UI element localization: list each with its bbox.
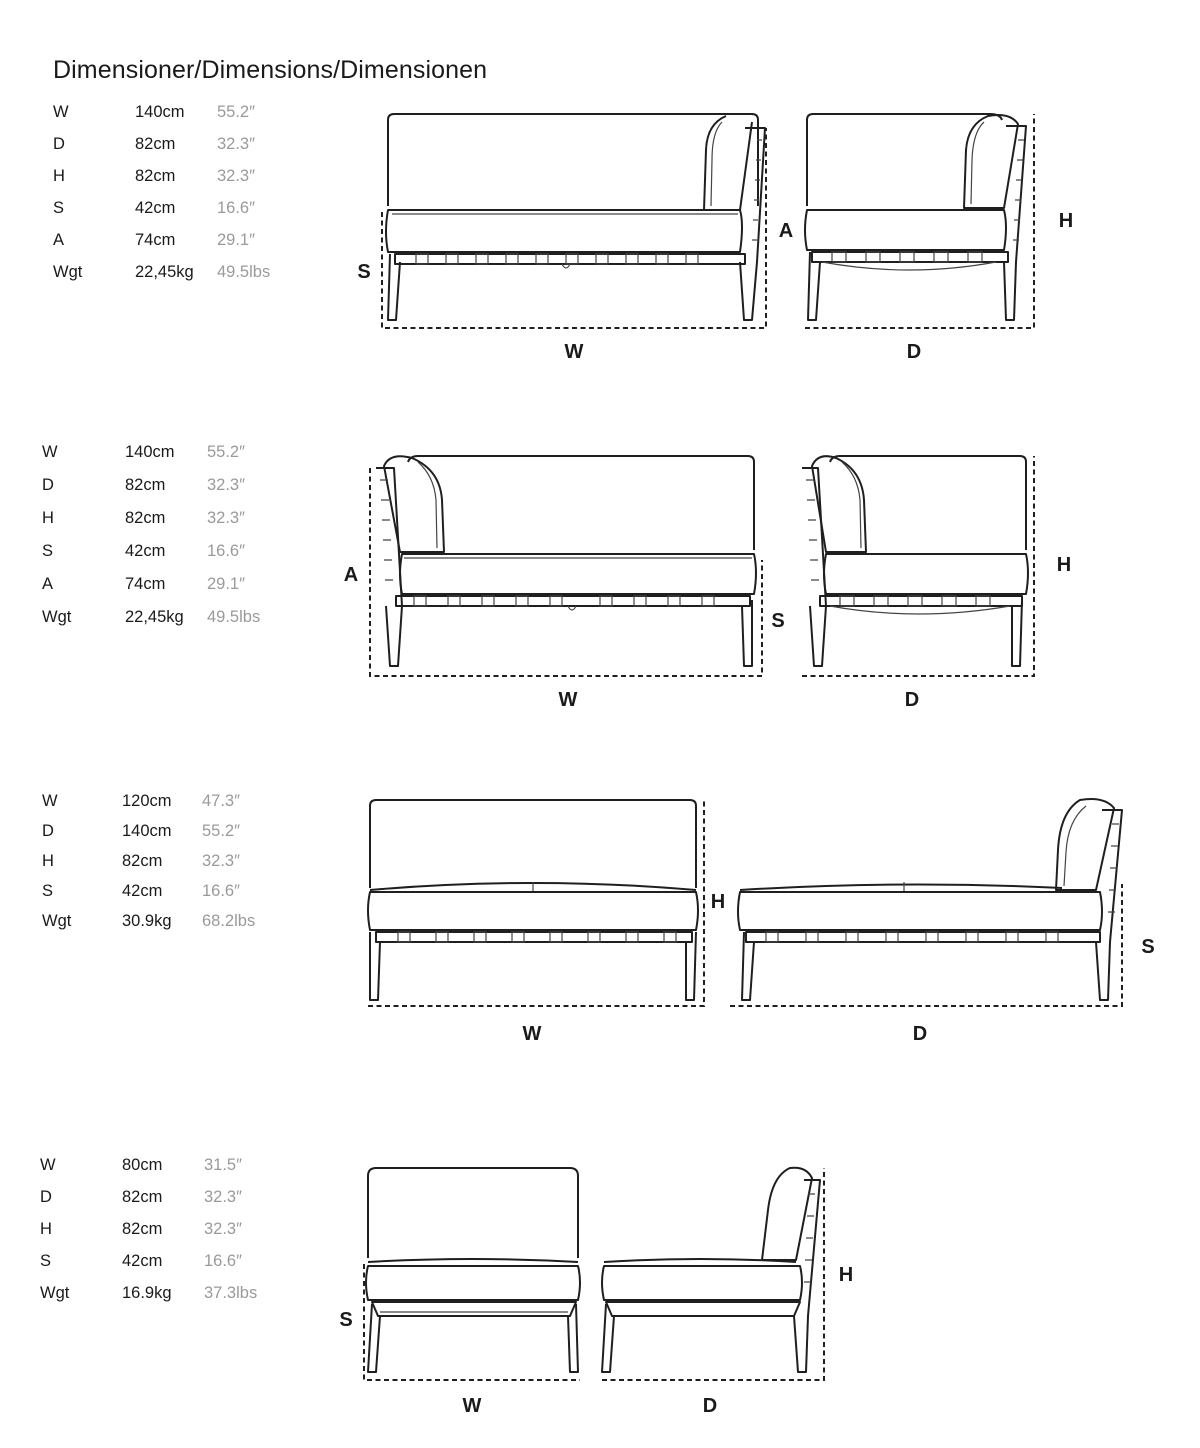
spec-value-cm: 22,45kg: [125, 608, 184, 626]
spec-value-cm: 74cm: [135, 231, 176, 249]
spec-value-cm: 82cm: [122, 1188, 163, 1206]
spec-value-inch: 32.3″: [204, 1188, 242, 1206]
spec-key: S: [42, 882, 54, 900]
spec-value-cm: 82cm: [122, 852, 163, 870]
dimension-label-height: H: [838, 1264, 854, 1286]
spec-value-inch: 31.5″: [204, 1156, 242, 1174]
dimension-label-depth: D: [702, 1395, 718, 1417]
spec-key: Wgt: [42, 608, 72, 626]
spec-key: D: [40, 1188, 52, 1206]
spec-value-inch: 37.3lbs: [204, 1284, 258, 1302]
dimension-label-arm: A: [343, 564, 359, 586]
spec-value-inch: 55.2″: [217, 103, 255, 121]
front-view-middle-module: [366, 1168, 580, 1372]
spec-value-inch: 32.3″: [207, 509, 245, 527]
dimension-label-height: H: [1056, 554, 1072, 576]
spec-value-cm: 22,45kg: [135, 263, 194, 281]
spec-value-inch: 49.5lbs: [207, 608, 261, 626]
front-view-chaise-module: [368, 800, 698, 1000]
spec-key: H: [53, 167, 65, 185]
dimension-label-width: W: [462, 1395, 482, 1417]
spec-value-cm: 16.9kg: [122, 1284, 172, 1302]
dimension-lines-section-4: [364, 1168, 824, 1380]
dimension-label-seat: S: [339, 1309, 353, 1331]
dimension-label-depth: D: [912, 1023, 928, 1045]
dimension-lines-section-3: [368, 800, 1122, 1006]
spec-value-inch: 49.5lbs: [217, 263, 271, 281]
spec-value-inch: 32.3″: [217, 135, 255, 153]
spec-value-cm: 30.9kg: [122, 912, 172, 930]
spec-key: S: [42, 542, 54, 560]
spec-value-cm: 82cm: [122, 1220, 163, 1238]
spec-value-cm: 42cm: [122, 1252, 163, 1270]
dimension-label-seat: S: [1141, 936, 1155, 958]
dimension-label-width: W: [522, 1023, 542, 1045]
dimension-label-seat: S: [357, 261, 371, 283]
dimension-label-arm: A: [778, 220, 794, 242]
spec-key: W: [53, 103, 69, 121]
spec-value-cm: 82cm: [135, 135, 176, 153]
spec-value-inch: 29.1″: [207, 575, 245, 593]
side-view-middle-module: [602, 1168, 820, 1372]
spec-value-inch: 32.3″: [217, 167, 255, 185]
spec-key: A: [53, 231, 65, 249]
spec-value-inch: 68.2lbs: [202, 912, 256, 930]
spec-key: S: [40, 1252, 52, 1270]
dimension-label-depth: D: [906, 341, 922, 363]
side-view-chaise-module: [738, 799, 1122, 1000]
spec-value-cm: 74cm: [125, 575, 166, 593]
dimension-label-height: H: [710, 891, 726, 913]
spec-key: D: [53, 135, 65, 153]
spec-value-cm: 42cm: [122, 882, 163, 900]
spec-value-inch: 47.3″: [202, 792, 240, 810]
spec-key: W: [42, 792, 58, 810]
dimension-label-width: W: [558, 689, 578, 711]
dimension-label-depth: D: [904, 689, 920, 711]
spec-value-inch: 16.6″: [217, 199, 255, 217]
spec-key: H: [42, 852, 54, 870]
spec-value-cm: 140cm: [125, 443, 175, 461]
spec-key: D: [42, 476, 54, 494]
spec-value-cm: 140cm: [135, 103, 185, 121]
spec-key: S: [53, 199, 65, 217]
front-view-left-corner-sofa: [376, 456, 756, 666]
spec-value-inch: 16.6″: [204, 1252, 242, 1270]
spec-key: Wgt: [40, 1284, 70, 1302]
spec-value-inch: 32.3″: [204, 1220, 242, 1238]
dimension-lines-section-2: [370, 456, 1034, 676]
spec-value-cm: 82cm: [125, 509, 166, 527]
spec-key: Wgt: [42, 912, 72, 930]
dimension-label-seat: S: [771, 610, 785, 632]
spec-key: A: [42, 575, 54, 593]
spec-value-cm: 120cm: [122, 792, 172, 810]
spec-key: W: [40, 1156, 56, 1174]
spec-value-cm: 80cm: [122, 1156, 163, 1174]
spec-value-inch: 29.1″: [217, 231, 255, 249]
spec-value-cm: 140cm: [122, 822, 172, 840]
spec-key: H: [42, 509, 54, 527]
spec-key: H: [40, 1220, 52, 1238]
spec-value-cm: 82cm: [125, 476, 166, 494]
side-view-right-corner-sofa: [805, 114, 1026, 320]
spec-value-inch: 32.3″: [207, 476, 245, 494]
spec-value-cm: 42cm: [135, 199, 176, 217]
side-view-left-corner-sofa: [802, 456, 1028, 666]
page-title: Dimensioner/Dimensions/Dimensionen: [53, 56, 488, 84]
spec-value-inch: 55.2″: [207, 443, 245, 461]
spec-value-cm: 82cm: [135, 167, 176, 185]
spec-value-inch: 32.3″: [202, 852, 240, 870]
spec-key: W: [42, 443, 58, 461]
dimension-lines-section-1: [382, 114, 1034, 328]
spec-key: D: [42, 822, 54, 840]
dimension-label-width: W: [564, 341, 584, 363]
spec-value-cm: 42cm: [125, 542, 166, 560]
spec-value-inch: 55.2″: [202, 822, 240, 840]
spec-key: Wgt: [53, 263, 83, 281]
dimension-label-height: H: [1058, 210, 1074, 232]
front-view-right-corner-sofa: [386, 114, 765, 320]
spec-value-inch: 16.6″: [202, 882, 240, 900]
spec-value-inch: 16.6″: [207, 542, 245, 560]
